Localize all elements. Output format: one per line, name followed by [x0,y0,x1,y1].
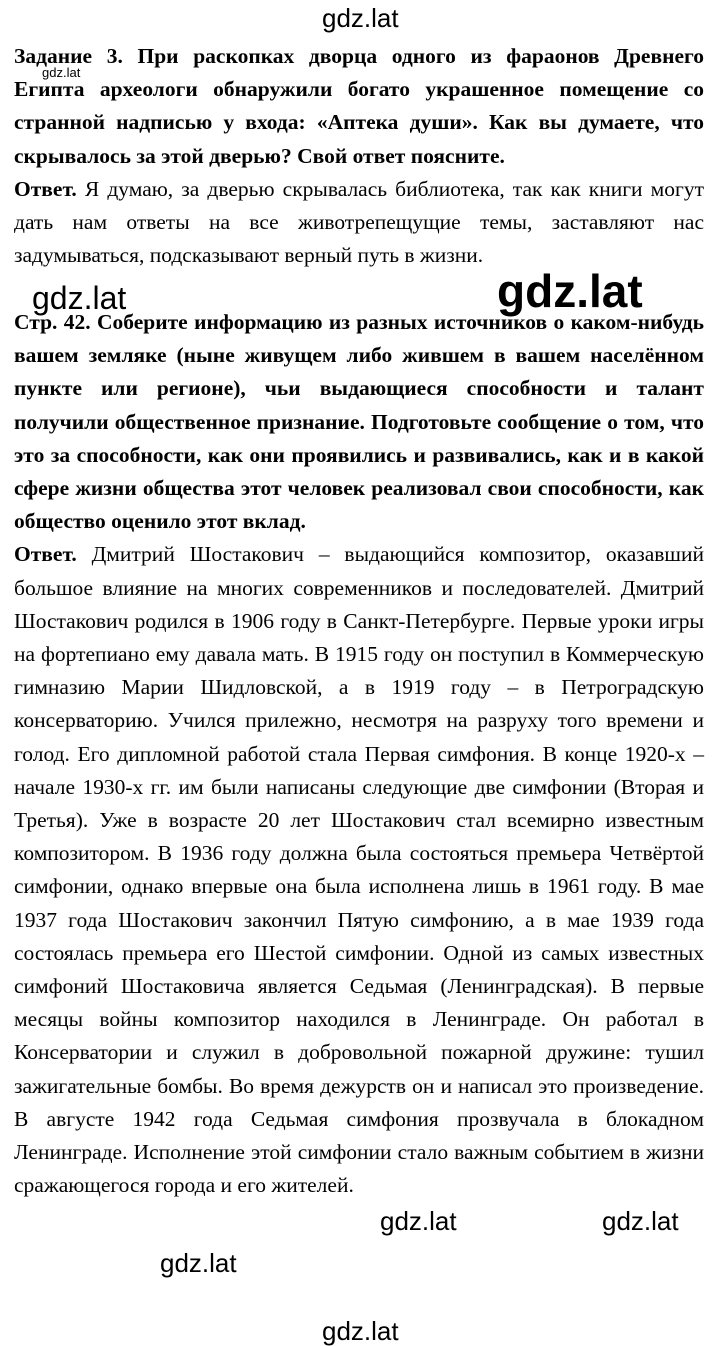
task3-answer-label: Ответ. [14,176,77,201]
task42-answer [14,538,704,1202]
task42-answer-label: Ответ. [14,542,77,567]
task3-answer [14,173,704,273]
task42-block [14,306,704,1202]
watermark-footer: gdz.lat [322,1316,399,1346]
watermark-bottom-right: gdz.lat [602,1206,679,1236]
task3-question: Задание 3. При раскопках дворца одного из фараонов Древнего Египта археологи обнаружили богато украшенное помещение со странной надписью у входа: «Аптека души». Как вы думаете, что скрывалось за этой дверью? Свой ответ поясните. [14,44,704,168]
watermark-bottom-under: gdz.lat [160,1248,237,1278]
watermark-mid-left: gdz.lat [32,280,127,316]
task42-answer-text: Дмитрий Шостакович – выдающийся композитор, оказавший большое влияние на многих современников и последователей. Дмитрий Шостакович родился в 1906 году в Санкт-Петербурге. Первые уроки игры на фортепиано ему давала мать. В 1915 году он поступил в Коммерческую гимназию Марии Шидловской, а в 1919 году – в Петроградскую консерваторию. Учился прилежно, несмотря на разруху того времени и голод. Его дипломной работой стала Первая симфония. В конце 1920-х – начале 1930-х гг. им были написаны следующие две симфонии (Вторая и Третья). Уже в возрасте 20 лет Шостакович стал всемирно известным композитором. В 1936 году должна была состояться премьера Четвёртой симфонии, однако впервые она была исполнена лишь в 1961 году. В мае 1937 года Шостакович закончил Пятую симфонию, а в мае 1939 года состоялась премьера его Шестой симфонии. Одной из самых известных симфоний Шостаковича является Седьмая (Ленинградская). В первые месяцы войны композитор находился в Ленинграде. Он работал в Консерватории и служил в добровольной пожарной дружине: тушил зажигательные бомбы. Во время дежурств он и написал это произведение. В августе 1942 года Седьмая симфония прозвучала в блокадном Ленинграде. Исполнение этой симфонии стало важным событием в жизни сражающегося города и его жителей. [14,542,704,1198]
watermark-bottom-left: gdz.lat [380,1206,457,1236]
task3-block [14,40,704,272]
watermark-mid-big: gdz.lat [497,265,643,317]
task3-answer-text: Я думаю, за дверью скрывалась библиотека, так как книги могут дать нам ответы на все животрепещущие темы, заставляют нас задумываться, подсказывают верный путь в жизни. [14,176,704,268]
watermark-small: gdz.lat [42,65,81,80]
watermark-top: gdz.lat [322,3,399,33]
task42-question: Стр. 42. Соберите информацию из разных источников о каком-нибудь вашем земляке (ныне живущем либо жившем в вашем населённом пункте или регионе), чьи выдающиеся способности и талант получили общественное признание. Подготовьте сообщение о том, что это за способности, как они проявились и развивались, как и в какой сфере жизни общества этот человек реализовал свои способности, как общество оценило этот вклад. [14,310,704,534]
